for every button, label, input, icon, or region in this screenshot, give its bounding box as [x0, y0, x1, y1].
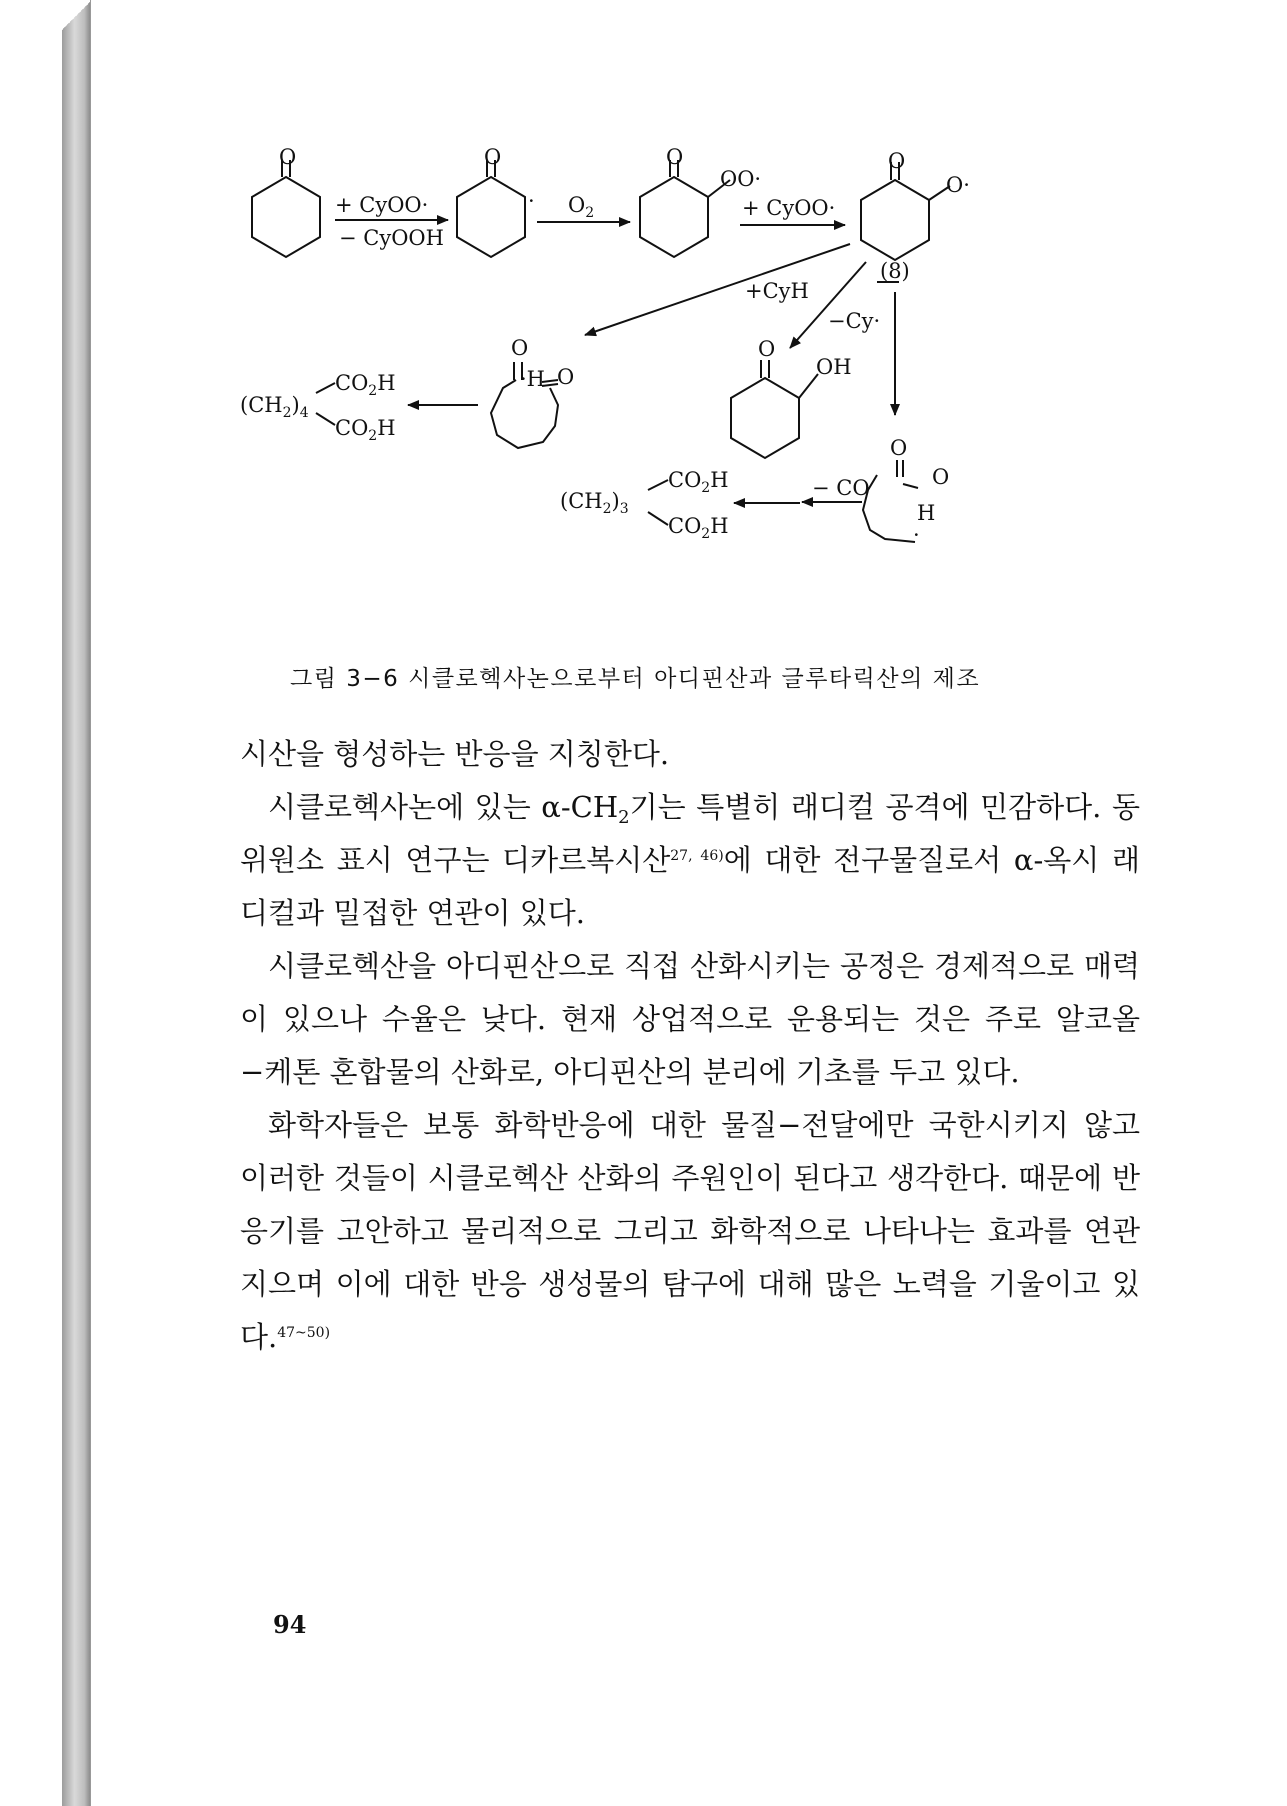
cyclohexanone-ring: [252, 177, 320, 257]
o-atom: O: [666, 145, 684, 169]
branch-arrow-middle: [790, 262, 866, 348]
o-atom: O: [484, 145, 502, 169]
paragraph: 시클로헥사논에 있는 $\alpha-CH_2$기는 특별히 래디컬 공격에 민감하다. 동위원소 표시 연구는 디카르복시산$^{27, 46)}$에 대한 전구물질로서 α-옥시 래디컬과 밀접한 연관이 있다.: [240, 790, 1140, 930]
reagent-o2: $O_2$: [568, 193, 595, 221]
reagent-cy-radical: −Cy·: [828, 309, 881, 333]
paragraph: 화학자들은 보통 화학반응에 대한 물질−전달에만 국한시키지 않고 이러한 것들이 시클로헥산 산화의 주원인이 된다고 생각한다. 때문에 반응기를 고안하고 물리적으로 그리고 화학적으로 나타나는 효과를 연관지으며 이에 대한 반응 생성물의 탐구에 대해 많은 노력을 기울이고 있다.$^{47\sim 50)}$: [240, 1108, 1140, 1354]
o-atom: O: [279, 145, 297, 169]
paragraph: 시산을 형성하는 반응을 지칭한다.: [240, 737, 670, 771]
peroxy-ketone-ring: [640, 177, 708, 257]
reagent-cyooh: − CyOOH: [339, 226, 444, 250]
ketone-radical-ring: [457, 177, 525, 257]
glutaric-co2h-bottom: $CO_2H$: [668, 514, 729, 542]
o-atom: O: [557, 365, 575, 389]
compound-number: (8): [880, 259, 910, 283]
reagent-minus-co: − CO: [812, 476, 870, 500]
glutaric-ch2: $(CH_2)_3$: [560, 489, 629, 517]
o-atom: O: [511, 336, 529, 360]
adipic-co2h-bottom: $CO_2H$: [335, 416, 396, 444]
citation-ref: 47~50): [277, 1325, 331, 1341]
reagent-cyoo-1: + CyOO·: [335, 193, 429, 217]
reagent-cyoo-2: + CyOO·: [742, 196, 836, 220]
h-label: H: [917, 501, 936, 525]
reagent-cyh: +CyH: [745, 279, 809, 303]
glutaric-co2h-top: $CO_2H$: [668, 468, 729, 496]
reaction-scheme-figure: [240, 145, 1150, 650]
h-radical-label: ·H: [520, 367, 545, 391]
o-atom: O: [932, 465, 950, 489]
o-atom: O: [758, 337, 776, 361]
alkoxy-ketone-ring: [861, 180, 929, 260]
adipic-co2h-top: $CO_2H$: [335, 371, 396, 399]
adipic-ch2: $(CH_2)_4$: [240, 393, 309, 421]
paragraph: 시클로헥산을 아디핀산으로 직접 산화시키는 공정은 경제적으로 매력이 있으나 수율은 낮다. 현재 상업적으로 운용되는 것은 주로 알코올−케톤 혼합물의 산화로, 아디핀산의 분리에 기초를 두고 있다.: [240, 949, 1140, 1089]
o-atom: O: [888, 149, 906, 173]
figure-caption: 그림 3−6 시클로헥사논으로부터 아디핀산과 글루타릭산의 제조: [290, 666, 981, 692]
hydroxy-ketone-ring: [731, 378, 799, 458]
branch-arrow-left: [585, 244, 850, 335]
body-text: [240, 728, 1140, 1364]
page-number: 94: [273, 1610, 307, 1639]
alkoxy-radical-label: O·: [946, 173, 970, 197]
citation-ref: 27, 46): [670, 848, 724, 864]
peroxy-radical-label: OO·: [720, 167, 762, 191]
radical-dot: ·: [913, 523, 920, 547]
oh-label: OH: [816, 355, 852, 379]
book-spine-edge: [62, 0, 91, 1806]
radical-dot: ·: [528, 189, 535, 213]
page-corner: [62, 0, 92, 30]
o-atom: O: [890, 436, 908, 460]
